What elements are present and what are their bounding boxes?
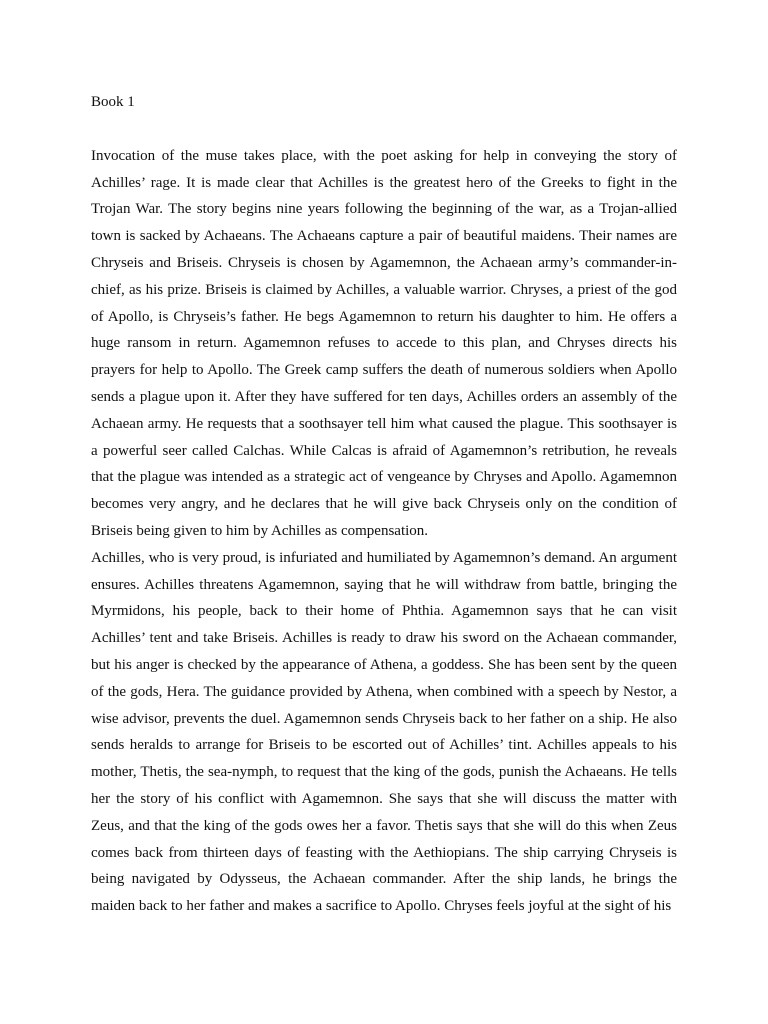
paragraph-1: Invocation of the muse takes place, with the poet asking for help in conveying the story of Achilles’ rage. It is made clear that Achilles is the greatest hero of the Greeks to fight in the Trojan War. The story begins nine years following the beginning of the war, as a Trojan-allied town is sacked by Achaeans. The Achaeans capture a pair of beautiful maidens. Their names are Chryseis and Briseis. Chryseis is chosen by Agamemnon, the Achaean army’s commander-in-chief, as his prize. Briseis is claimed by Achilles, a valuable warrior. Chryses, a priest of the god of Apollo, is Chryseis’s father. He begs Agamemnon to return his daughter to him. He offers a huge ransom in return. Agamemnon refuses to accede to this plan, and Chryses directs his prayers for help to Apollo. The Greek camp suffers the death of numerous soldiers when Apollo sends a plague upon it. After they have suffered for ten days, Achilles orders an assembly of the Achaean army. He requests that a soothsayer tell him what caused the plague. This soothsayer is a powerful seer called Calchas. While Calcas is afraid of Agamemnon’s retribution, he reveals that the plague was intended as a strategic act of vengeance by Chryses and Apollo. Agamemnon becomes very angry, and he declares that he will give back Chryseis only on the condition of Briseis being given to him by Achilles as compensation. — [91, 147, 677, 539]
paragraph-2: Achilles, who is very proud, is infuriated and humiliated by Agamemnon’s demand. An argument ensures. Achilles threatens Agamemnon, saying that he will withdraw from battle, bringing the Myrmidons, his people, back to their home of Phthia. Agamemnon says that he can visit Achilles’ tent and take Briseis. Achilles is ready to draw his sword on the Achaean commander, but his anger is checked by the appearance of Athena, a goddess. She has been sent by the queen of the gods, Hera. The guidance provided by Athena, when combined with a speech by Nestor, a wise advisor, prevents the duel. Agamemnon sends Chryseis back to her father on a ship. He also sends heralds to arrange for Briseis to be escorted out of Achilles’ tint. Achilles appeals to his mother, Thetis, the sea-nymph, to request that the king of the gods, punish the Achaeans. He tells her the story of his conflict with Agamemnon. She says that she will discuss the matter with Zeus, and that the king of the gods owes her a favor. Thetis says that she will do this when Zeus comes back from thirteen days of feasting with the Aethiopians. The ship carrying Chryseis is being navigated by Odysseus, the Achaean commander. After the ship lands, he brings the maiden back to her father and makes a sacrifice to Apollo. Chryses feels joyful at the sight of his — [91, 549, 677, 915]
document-body — [91, 89, 677, 920]
section-heading: Book 1 — [91, 94, 135, 110]
